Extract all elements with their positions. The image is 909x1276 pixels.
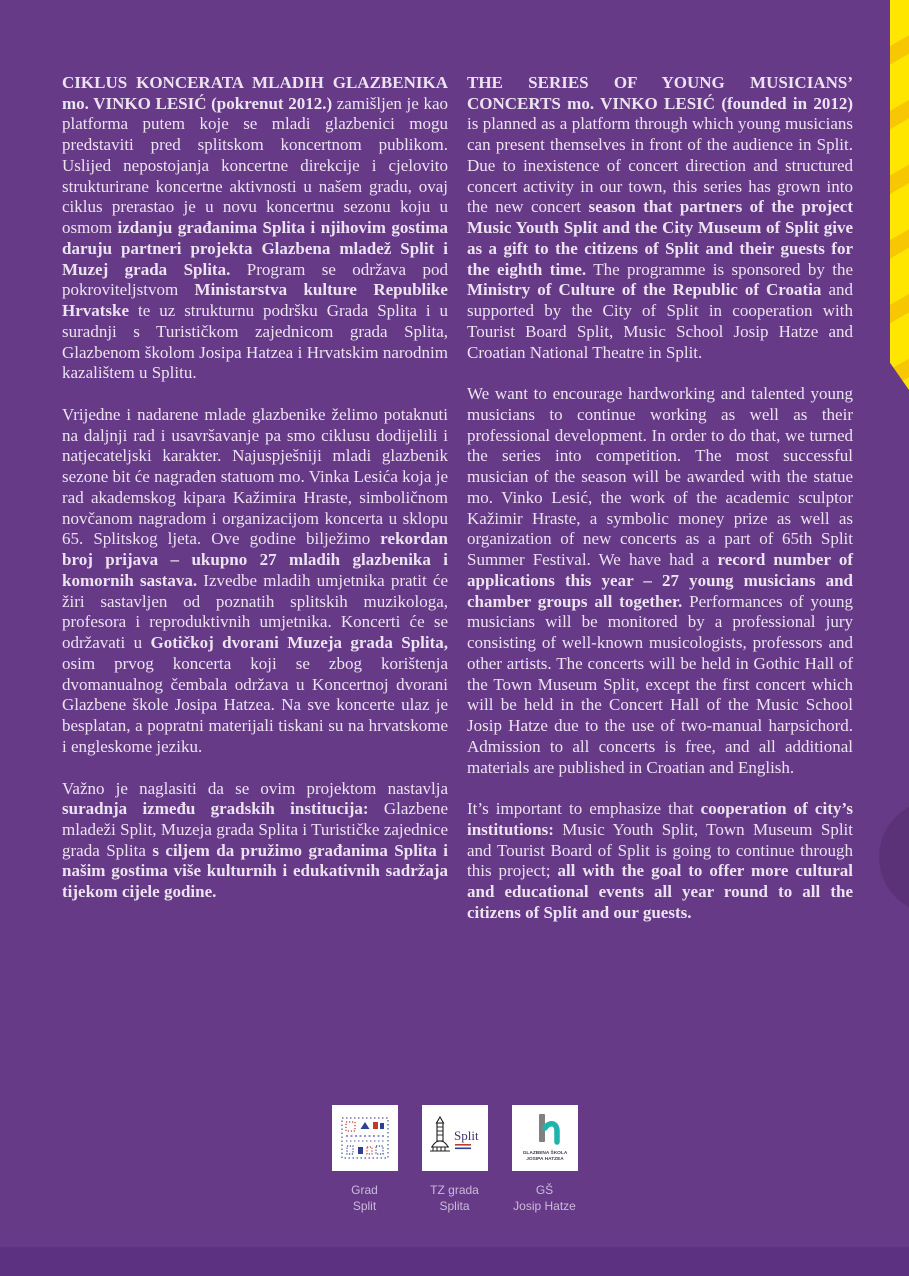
bold-text-segment: rekordan broj prijava – ukupno 27 mladih glazbenika i komornih sastava. [62, 529, 448, 590]
text-segment: The programme is sponsored by the [586, 259, 853, 279]
bold-text-segment: CIKLUS KONCERATA MLADIH GLAZBENIKA mo. VINKO LESIĆ (pokrenut 2012.) [62, 73, 448, 113]
text-segment: osim prvog koncerta koji se zbog korištenja dvomanualnog čembala održava u Koncertnoj dvorani Glazbene škole Josipa Hatzea. Na sve koncerte ulaz je besplatan, a popratni materijali tiskani su na hrvatskome i engleskome jeziku. [62, 653, 448, 756]
hatze-h-icon [517, 1110, 573, 1166]
paragraph [62, 73, 448, 384]
text-segment: Glazbene mladeži Split, Muzeja grada Splita i Turističke zajednice grada Splita [62, 799, 449, 860]
bottom-strip-decoration [0, 1247, 909, 1276]
caption-line: TZ grada [430, 1183, 479, 1197]
text-columns [62, 73, 853, 945]
text-segment: Performances of young musicians will be monitored by a professional jury consisting of well-known musicologists, professors and other artists. The concerts will be held in Gothic Hall of the Town Museum Split, except the first concert which will be held in the Concert Hall of the Music School Josip Hatze due to the use of two-manual harpsichord. Admission to all concerts is free, and all additional materials are published in Croatian and English. [467, 591, 853, 777]
caption-line: Josip Hatze [513, 1198, 576, 1213]
paragraph [62, 779, 448, 903]
caption-line: Grad [351, 1183, 378, 1197]
bold-text-segment: Gotičkoj dvorani Muzeja grada Splita, [150, 633, 449, 653]
croatian-column [62, 73, 448, 945]
text-segment: It’s important to emphasize that [467, 799, 701, 819]
bold-text-segment: record number of applications this year – 27 young musicians and chamber groups all together. [467, 550, 853, 611]
bold-text-segment: THE SERIES OF YOUNG MUSICIANS’ CONCERTS mo. VINKO LESIĆ (founded in 2012) [467, 73, 853, 113]
text-segment: and supported by the City of Split in cooperation with Tourist Board Split, Music School Josip Hatze and Croatian National Theatre in Split. [467, 280, 853, 362]
bold-text-segment: s ciljem da pružimo građanima Splita i našim gostima više kulturnih i edukativnih sadržaja tijekom cijele godine. [62, 840, 448, 902]
bold-text-segment: cooperation of city’s institutions: [467, 799, 853, 839]
hatze-logo-text-line2: JOSIPA HATZEA [525, 1157, 564, 1162]
bold-text-segment: all with the goal to offer more cultural and educational events all year round to all the citizens of Split and our guests. [467, 861, 854, 922]
edge-circle-decoration [879, 800, 909, 914]
logo-block-gs-josip-hatze [512, 1105, 578, 1214]
tz-grada-splita-logo [422, 1105, 488, 1171]
bold-text-segment: season that partners of the project Music Youth Split and the City Museum of Split give as a gift to the citizens of Split and their guests for the eighth time. [467, 197, 853, 279]
text-segment: Program se održava pod pokroviteljstvom [62, 259, 448, 300]
caption-line: Splita [439, 1198, 470, 1213]
logo-caption-gs-josip-hatze [512, 1183, 578, 1214]
paragraph [62, 405, 448, 757]
text-segment: Važno je naglasiti da se ovim projektom nastavlja [62, 778, 448, 798]
bold-text-segment: Ministry of Culture of the Republic of Croatia [467, 280, 822, 300]
bold-text-segment: izdanju građanima Splita i njihovim gostima daruju partneri projekta Glazbena mladež Split i Muzej grada Splita. [62, 218, 448, 279]
text-segment: zamišljen je kao platforma putem koje se mladi glazbenici mogu predstaviti pred splitskom koncertnom publikom. Uslijed nepostojanja koncertne direkcije i cjelovito strukturirane koncertne aktivnosti u našem gradu, ovaj ciklus prerastao je u novu koncertnu sezonu koju u osmom [62, 93, 448, 238]
text-segment: Music Youth Split, Town Museum Split and Tourist Board of Split is going to continue through this project; [467, 819, 853, 881]
split-bell-tower-icon [427, 1113, 483, 1163]
paragraph [467, 73, 853, 363]
logo-caption-grad-split [332, 1183, 398, 1214]
logo-caption-tz-split [422, 1183, 488, 1214]
tz-logo-wordmark: Split [453, 1128, 479, 1143]
text-segment: Vrijedne i nadarene mlade glazbenike želimo potaknuti na daljnji rad i usavršavanje pa smo ciklusu dodijelili i natjecateljski karakter. Najuspješniji mladi glazbenik sezone bit će nagrađen statuom mo. Vinka Lesića koja je rad akademskog kipara Kažimira Hraste, simboličnom novčanom nagradom i organizacijom koncerta u sklopu 65. Splitskog ljeta. Ove godine bilježimo [62, 405, 448, 549]
logo-block-tz-split [422, 1105, 488, 1214]
caption-line: Split [352, 1198, 377, 1213]
gs-josip-hatze-logo [512, 1105, 578, 1171]
grad-split-logo [332, 1105, 398, 1171]
caption-line: GŠ [535, 1183, 554, 1197]
paragraph [467, 384, 853, 778]
paragraph [467, 799, 853, 923]
logo-block-grad-split [332, 1105, 398, 1214]
hatze-logo-text-line1: GLAZBENA ŠKOLA [522, 1151, 567, 1156]
grad-split-emblem-icon [340, 1113, 390, 1163]
partner-logos-row [0, 1105, 909, 1214]
bold-text-segment: Ministarstva kulture Republike Hrvatske [62, 280, 448, 321]
text-segment: is planned as a platform through which young musicians can present themselves in front of the audience in Split. Due to inexistence of concert direction and structured concert activity in our town, this series has grown into the new concert [467, 114, 853, 217]
text-segment: te uz strukturnu podršku Grada Splita i u suradnji s Turističkom zajednicom grada Splita, Glazbenom školom Josipa Hatzea i Hrvatskim narodnim kazalištem u Splitu. [62, 301, 448, 383]
yellow-ribbon-decoration [890, 0, 909, 390]
text-segment: We want to encourage hardworking and talented young musicians to continue working as well as their professional development. In order to do that, we turned the series into competition. The most successful musician of the season will be awarded with the statue mo. Vinko Lesić, the work of the academic sculptor Kažimir Hraste, a symbolic money prize as well as organization of new concerts as a part of 65th Split Summer Festival. We have had a [467, 384, 853, 570]
bold-text-segment: suradnja između gradskih institucija: [62, 799, 369, 819]
english-column [467, 73, 853, 945]
text-segment: Izvedbe mladih umjetnika pratit će žiri sastavljen od poznatih splitskih muzikologa, profesora i reproduktivnih umjetnika. Koncerti će se održavati u [62, 570, 448, 653]
